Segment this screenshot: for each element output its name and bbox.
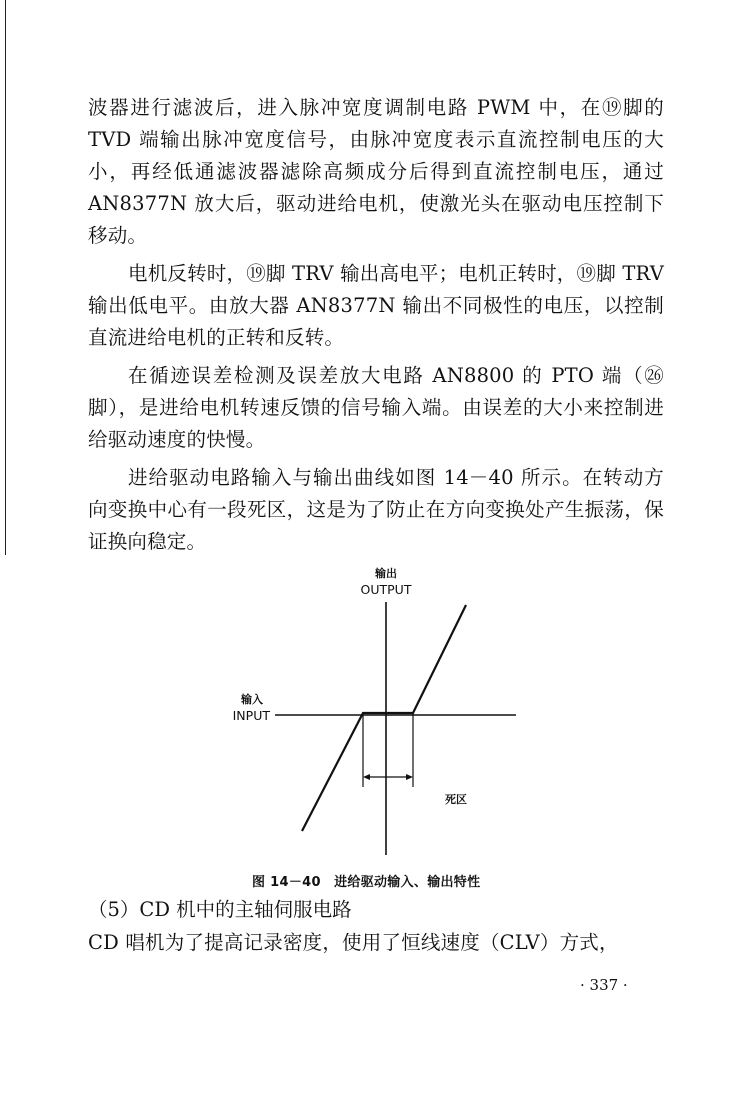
page-edge-line: [5, 0, 6, 555]
io-characteristic-figure: [200, 555, 560, 855]
paragraph-deadzone: 进给驱动电路输入与输出曲线如图 14－40 所示。在转动方向变换中心有一段死区，这是为了防止在方向变换处产生振荡，保证换向稳定。: [88, 466, 664, 553]
io-characteristic-diagram: [200, 555, 560, 855]
transfer-curve: [302, 605, 466, 831]
output-label-en: OUTPUT: [360, 582, 412, 597]
deadzone-arrow-left: [363, 774, 370, 780]
paragraph-pwm: 波器进行滤波后，进入脉冲宽度调制电路 PWM 中，在⑲脚的TVD 端输出脉冲宽度信号，由脉冲宽度表示直流控制电压的大小，再经低通滤波器滤除高频成分后得到直流控制电压，通过AN8377N 放大后，驱动进给电机，使激光头在驱动电压控制下移动。: [88, 96, 664, 247]
deadzone-label: 死区: [445, 793, 467, 806]
section-heading: （5）CD 机中的主轴伺服电路: [88, 898, 352, 921]
section-first-line: CD 唱机为了提高记录密度，使用了恒线速度（CLV）方式，: [88, 931, 619, 954]
figure-caption: 图 14－40 进给驱动输入、输出特性: [252, 875, 481, 890]
input-label-en: INPUT: [232, 708, 270, 723]
paragraph-pto-feedback: 在循迹误差检测及误差放大电路 AN8800 的 PTO 端（㉖脚），是进给电机转速反馈的信号输入端。由误差的大小来控制进给驱动速度的快慢。: [88, 364, 664, 451]
input-label-cn: 输入: [241, 693, 263, 706]
paragraph-motor-direction: 电机反转时，⑲脚 TRV 输出高电平；电机正转时，⑲脚 TRV 输出低电平。由放大器 AN8377N 输出不同极性的电压，以控制直流进给电机的正转和反转。: [88, 262, 664, 349]
deadzone-arrow-right: [406, 774, 413, 780]
page-number: · 337 ·: [580, 976, 628, 994]
body-text: [88, 92, 664, 564]
output-label-cn: 输出: [375, 567, 397, 580]
